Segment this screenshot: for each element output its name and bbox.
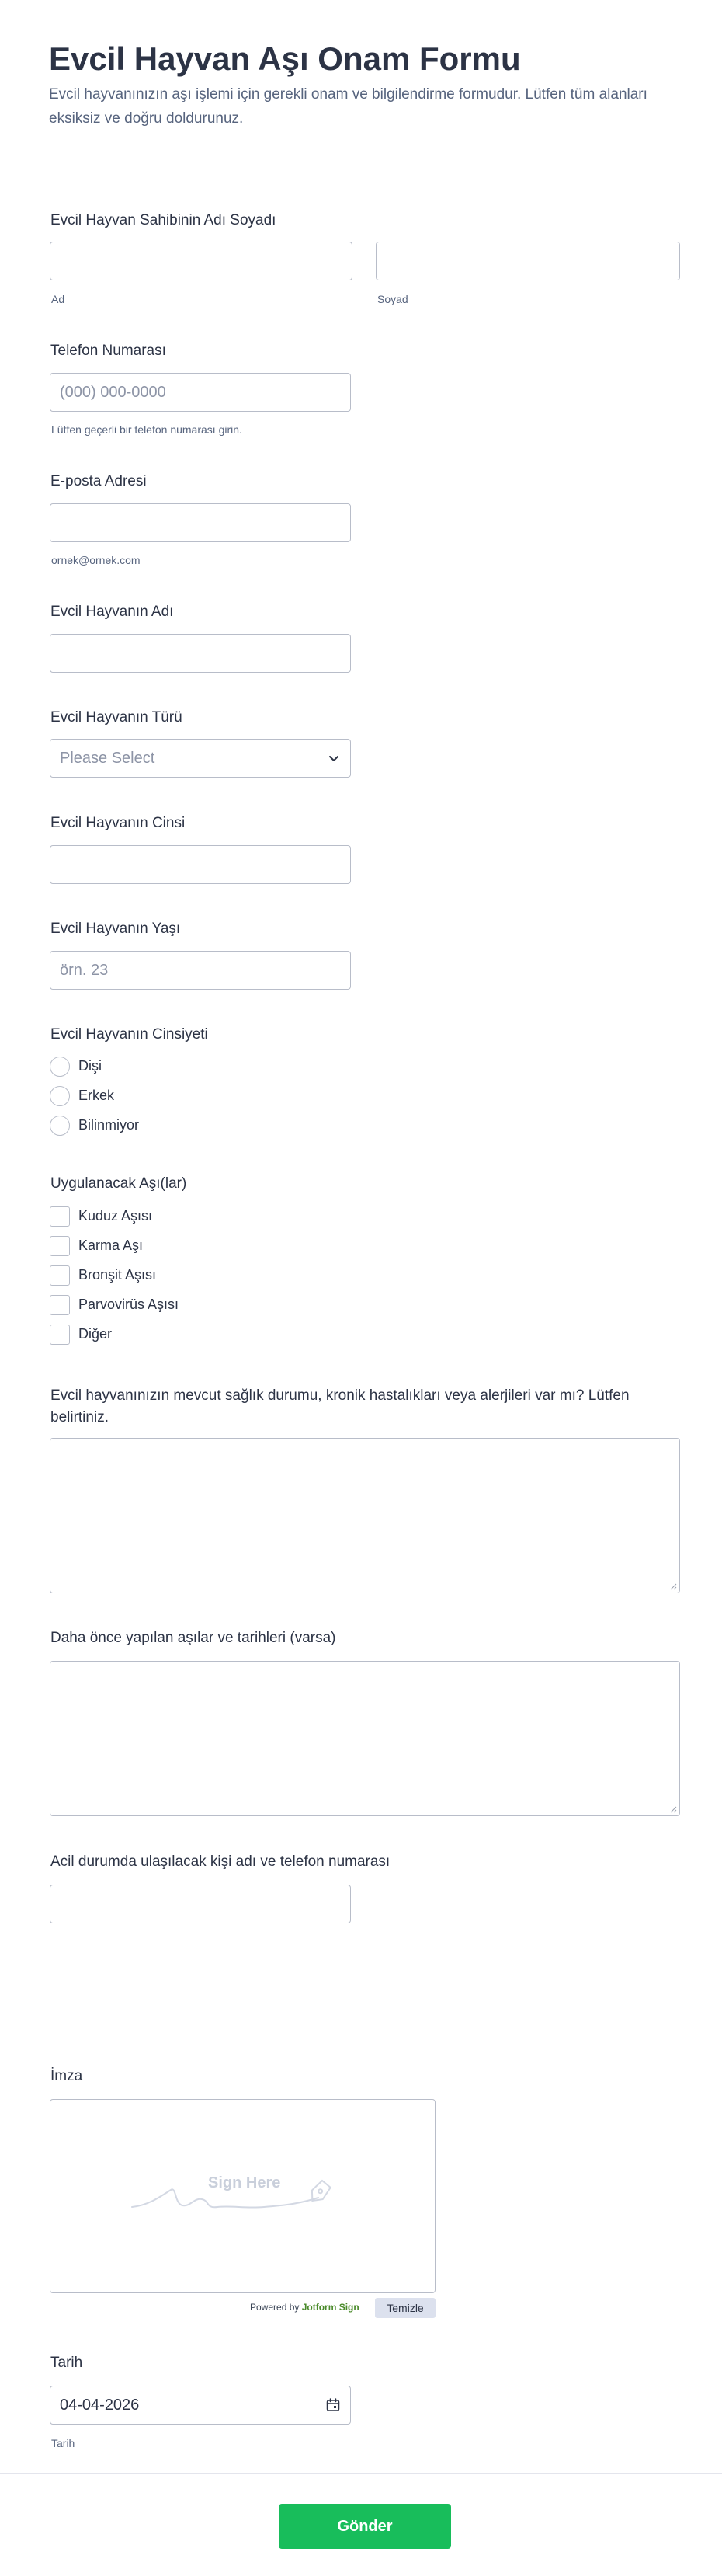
pet-age-label: Evcil Hayvanın Yaşı bbox=[50, 921, 181, 937]
gender-option-label: Bilinmiyor bbox=[78, 1117, 140, 1133]
checkbox[interactable] bbox=[50, 1325, 70, 1345]
first-name-sublabel: Ad bbox=[51, 293, 65, 305]
radio-circle[interactable] bbox=[50, 1057, 70, 1077]
first-name-input[interactable] bbox=[50, 242, 352, 280]
pet-age-input[interactable] bbox=[50, 951, 351, 990]
powered-by-text bbox=[250, 2302, 359, 2313]
vaccine-option-label: Parvovirüs Aşısı bbox=[78, 1297, 179, 1312]
checkbox[interactable] bbox=[50, 1295, 70, 1315]
clear-signature-button[interactable]: Temizle bbox=[375, 2298, 436, 2318]
email-input[interactable] bbox=[50, 503, 351, 542]
health-textarea[interactable] bbox=[50, 1438, 680, 1593]
date-value: 04-04-2026 bbox=[60, 2397, 140, 2414]
date-input[interactable] bbox=[50, 2386, 351, 2425]
checkbox[interactable] bbox=[50, 1206, 70, 1227]
vaccines-label: Uygulanacak Aşı(lar) bbox=[50, 1175, 187, 1192]
pet-type-selected: Please Select bbox=[60, 750, 155, 767]
calendar-icon[interactable] bbox=[325, 2397, 341, 2413]
email-label: E-posta Adresi bbox=[50, 473, 147, 489]
health-label: Evcil hayvanınızın mevcut sağlık durumu, kronik hastalıkları veya alerjileri var mı? Lütfen belirtiniz. bbox=[50, 1387, 630, 1426]
owner-name-label: Evcil Hayvan Sahibinin Adı Soyadı bbox=[50, 212, 276, 228]
form-footer bbox=[0, 2473, 722, 2576]
resize-grip-icon[interactable] bbox=[669, 1582, 677, 1590]
vaccine-option-label: Diğer bbox=[78, 1326, 113, 1342]
vaccine-option-label: Kuduz Aşısı bbox=[78, 1208, 153, 1224]
submit-button[interactable]: Gönder bbox=[279, 2504, 451, 2549]
date-sublabel: Tarih bbox=[51, 2437, 75, 2449]
form-description: Evcil hayvanınızın aşı işlemi için gerekli onam ve bilgilendirme formudur. Lütfen tüm alanları eksiksiz ve doğru doldurunuz. bbox=[49, 86, 647, 127]
pet-gender-label: Evcil Hayvanın Cinsiyeti bbox=[50, 1026, 208, 1043]
signature-pad[interactable] bbox=[50, 2099, 436, 2293]
previous-vaccines-label: Daha önce yapılan aşılar ve tarihleri (varsa) bbox=[50, 1630, 336, 1646]
chevron-down-icon bbox=[327, 751, 341, 765]
powered-brand: Jotform Sign bbox=[301, 2302, 359, 2313]
emergency-input[interactable] bbox=[50, 1885, 351, 1923]
form-title: Evcil Hayvan Aşı Onam Formu bbox=[49, 40, 521, 77]
phone-sublabel: Lütfen geçerli bir telefon numarası girin. bbox=[51, 423, 242, 436]
date-label: Tarih bbox=[50, 2355, 83, 2371]
last-name-sublabel: Soyad bbox=[377, 293, 408, 305]
emergency-label: Acil durumda ulaşılacak kişi adı ve telefon numarası bbox=[50, 1854, 391, 1870]
resize-grip-icon[interactable] bbox=[669, 1805, 677, 1813]
signature-label: İmza bbox=[50, 2068, 83, 2084]
radio-circle[interactable] bbox=[50, 1086, 70, 1106]
sign-here-hint: Sign Here bbox=[208, 2174, 281, 2191]
phone-label: Telefon Numarası bbox=[50, 343, 166, 359]
pet-breed-input[interactable] bbox=[50, 845, 351, 884]
gender-option-label: Dişi bbox=[78, 1058, 102, 1074]
phone-input[interactable] bbox=[50, 373, 351, 412]
vaccine-option-label: Karma Aşı bbox=[78, 1238, 144, 1253]
pet-name-input[interactable] bbox=[50, 634, 351, 673]
radio-circle[interactable] bbox=[50, 1116, 70, 1136]
email-sublabel: ornek@ornek.com bbox=[51, 554, 141, 566]
form-header bbox=[0, 0, 722, 172]
last-name-input[interactable] bbox=[376, 242, 680, 280]
checkbox[interactable] bbox=[50, 1236, 70, 1256]
vaccine-option-label: Bronşit Aşısı bbox=[78, 1267, 157, 1283]
pet-name-label: Evcil Hayvanın Adı bbox=[50, 604, 174, 620]
powered-prefix: Powered by bbox=[250, 2302, 300, 2313]
checkbox[interactable] bbox=[50, 1265, 70, 1286]
pet-type-label: Evcil Hayvanın Türü bbox=[50, 709, 182, 726]
pet-breed-label: Evcil Hayvanın Cinsi bbox=[50, 815, 186, 831]
gender-option-label: Erkek bbox=[78, 1088, 115, 1103]
previous-vaccines-textarea[interactable] bbox=[50, 1661, 680, 1816]
pet-type-select[interactable] bbox=[50, 739, 351, 778]
